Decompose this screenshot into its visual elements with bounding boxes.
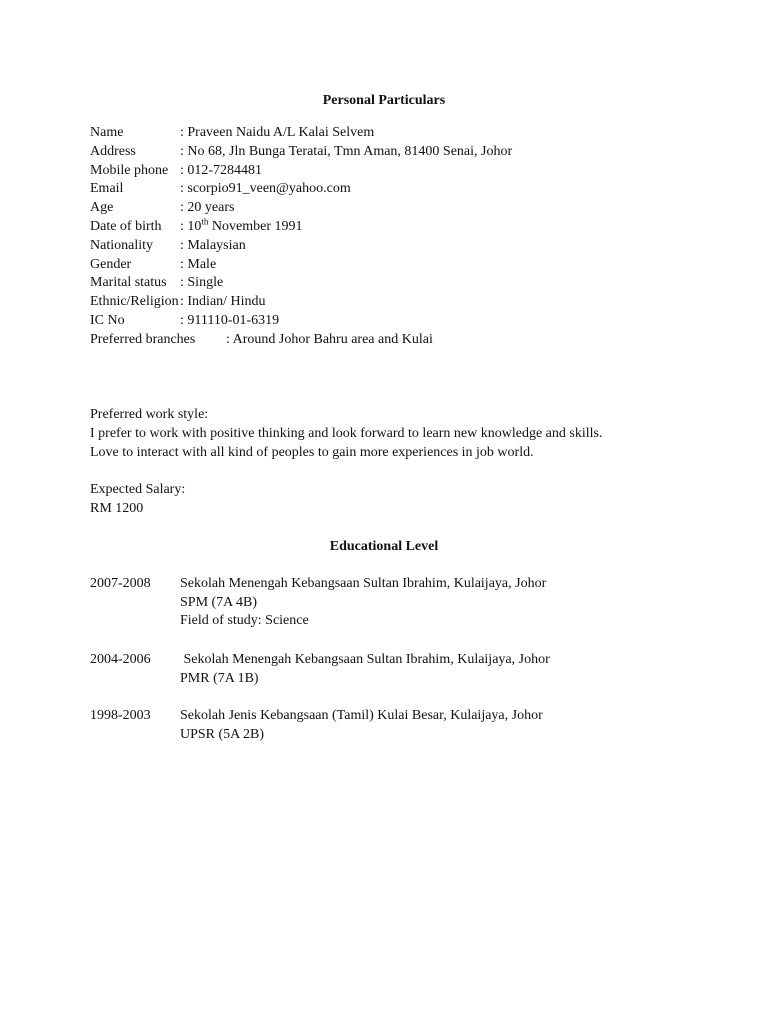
dob-ordinal-suffix: th <box>201 216 209 227</box>
field-label-nationality: Nationality <box>90 238 153 253</box>
education-result-3: UPSR (5A 2B) <box>180 727 265 742</box>
education-result-1: SPM (7A 4B) <box>180 595 258 610</box>
education-school-3: Sekolah Jenis Kebangsaan (Tamil) Kulai Besar, Kulaijaya, Johor <box>180 708 543 723</box>
field-value-date-of-birth <box>180 218 303 237</box>
field-value-ethnic-religion: : Indian/ Hindu <box>180 294 266 309</box>
field-label-ethnic-religion: Ethnic/Religion <box>90 294 179 309</box>
field-label-age: Age <box>90 200 114 215</box>
field-value-ic-no: : 911110-01-6319 <box>180 313 280 328</box>
education-years-2: 2004-2006 <box>90 652 151 667</box>
field-label-mobile-phone: Mobile phone <box>90 163 169 178</box>
work-style-line-1: I prefer to work with positive thinking and look forward to learn new knowledge and skills. <box>90 426 603 441</box>
field-label-preferred-branches: Preferred branches <box>90 332 196 347</box>
field-label-gender: Gender <box>90 257 132 272</box>
expected-salary-value: RM 1200 <box>90 501 144 516</box>
field-label-name: Name <box>90 125 124 140</box>
education-field-of-study-1: Field of study: Science <box>180 613 309 628</box>
dob-day: : 10 <box>180 219 202 234</box>
education-result-2: PMR (7A 1B) <box>180 671 259 686</box>
field-value-preferred-branches: : Around Johor Bahru area and Kulai <box>226 332 433 347</box>
education-years-1: 2007-2008 <box>90 576 151 591</box>
dob-month-year: November 1991 <box>208 219 303 234</box>
field-value-mobile-phone: : 012-7284481 <box>180 163 263 178</box>
work-style-heading: Preferred work style: <box>90 407 209 422</box>
education-school-1: Sekolah Menengah Kebangsaan Sultan Ibrahim, Kulaijaya, Johor <box>180 576 547 591</box>
field-label-date-of-birth: Date of birth <box>90 219 162 234</box>
field-value-email: : scorpio91_veen@yahoo.com <box>180 181 351 196</box>
expected-salary-heading: Expected Salary: <box>90 482 186 497</box>
personal-particulars-heading: Personal Particulars <box>322 93 446 108</box>
field-label-ic-no: IC No <box>90 313 125 328</box>
field-value-nationality: : Malaysian <box>180 238 246 253</box>
field-value-age: : 20 years <box>180 200 235 215</box>
field-label-address: Address <box>90 144 136 159</box>
education-school-2: Sekolah Menengah Kebangsaan Sultan Ibrahim, Kulaijaya, Johor <box>180 652 550 667</box>
work-style-line-2: Love to interact with all kind of peoples to gain more experiences in job world. <box>90 445 534 460</box>
field-value-marital-status: : Single <box>180 275 224 290</box>
field-label-marital-status: Marital status <box>90 275 167 290</box>
education-years-3: 1998-2003 <box>90 708 151 723</box>
field-value-gender: : Male <box>180 257 217 272</box>
field-value-address: : No 68, Jln Bunga Teratai, Tmn Aman, 81400 Senai, Johor <box>180 144 513 159</box>
field-label-email: Email <box>90 181 124 196</box>
educational-level-heading: Educational Level <box>329 539 439 554</box>
field-value-name: : Praveen Naidu A/L Kalai Selvem <box>180 125 375 140</box>
